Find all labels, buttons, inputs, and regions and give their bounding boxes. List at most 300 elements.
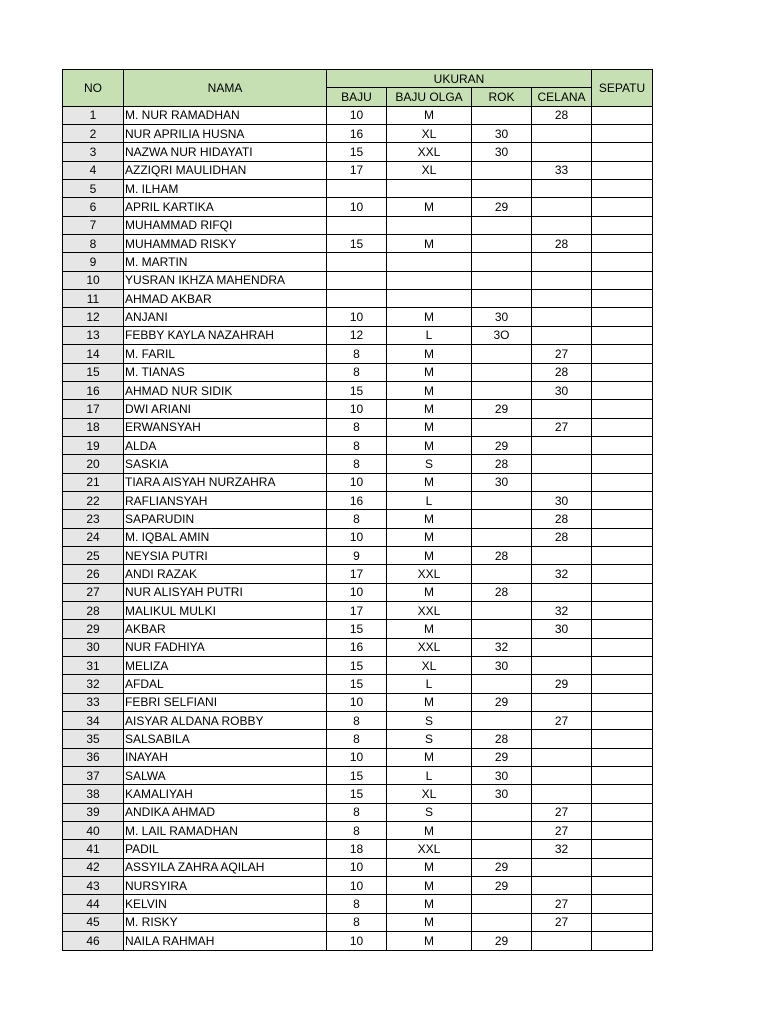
cell-baju: 8 <box>327 363 387 381</box>
cell-sepatu <box>592 895 653 913</box>
cell-nama: ANDI RAZAK <box>124 565 327 583</box>
cell-sepatu <box>592 106 653 124</box>
cell-celana <box>532 455 592 473</box>
cell-rok: 29 <box>472 198 532 216</box>
cell-rok: 30 <box>472 473 532 491</box>
cell-baju: 8 <box>327 895 387 913</box>
cell-baju-olga <box>387 253 472 271</box>
cell-nama: INAYAH <box>124 748 327 766</box>
cell-no: 45 <box>63 913 124 931</box>
table-row <box>63 913 653 931</box>
cell-rok: 29 <box>472 400 532 418</box>
cell-nama: ERWANSYAH <box>124 418 327 436</box>
cell-baju-olga: L <box>387 491 472 509</box>
table-row <box>63 565 653 583</box>
cell-nama: ANDIKA AHMAD <box>124 803 327 821</box>
cell-nama: NAILA RAHMAH <box>124 932 327 950</box>
cell-baju: 10 <box>327 583 387 601</box>
cell-baju-olga: M <box>387 363 472 381</box>
table-row <box>63 803 653 821</box>
cell-celana: 27 <box>532 895 592 913</box>
cell-baju-olga: M <box>387 235 472 253</box>
cell-celana <box>532 253 592 271</box>
cell-no: 32 <box>63 675 124 693</box>
table-row <box>63 125 653 143</box>
cell-no: 29 <box>63 620 124 638</box>
cell-rok <box>472 180 532 198</box>
table-row <box>63 767 653 785</box>
cell-rok <box>472 601 532 619</box>
cell-no: 24 <box>63 528 124 546</box>
cell-nama: SALSABILA <box>124 730 327 748</box>
cell-sepatu <box>592 730 653 748</box>
cell-nama: AZZIQRI MAULIDHAN <box>124 161 327 179</box>
cell-baju: 8 <box>327 913 387 931</box>
cell-sepatu <box>592 932 653 950</box>
cell-sepatu <box>592 271 653 289</box>
cell-rok <box>472 290 532 308</box>
cell-sepatu <box>592 161 653 179</box>
cell-sepatu <box>592 583 653 601</box>
cell-nama: ASSYILA ZAHRA AQILAH <box>124 858 327 876</box>
cell-baju-olga: M <box>387 748 472 766</box>
table-row <box>63 326 653 344</box>
cell-baju-olga: S <box>387 803 472 821</box>
cell-nama: M. ILHAM <box>124 180 327 198</box>
cell-baju <box>327 253 387 271</box>
cell-rok: 28 <box>472 730 532 748</box>
table-row <box>63 546 653 564</box>
cell-rok <box>472 675 532 693</box>
cell-baju: 17 <box>327 161 387 179</box>
cell-no: 21 <box>63 473 124 491</box>
cell-nama: NUR ALISYAH PUTRI <box>124 583 327 601</box>
cell-celana: 30 <box>532 620 592 638</box>
table-row <box>63 381 653 399</box>
cell-baju-olga: XXL <box>387 840 472 858</box>
table-row <box>63 858 653 876</box>
cell-baju: 10 <box>327 400 387 418</box>
cell-no: 8 <box>63 235 124 253</box>
cell-baju <box>327 271 387 289</box>
table-row <box>63 436 653 454</box>
cell-sepatu <box>592 748 653 766</box>
cell-baju-olga: M <box>387 895 472 913</box>
cell-no: 20 <box>63 455 124 473</box>
cell-sepatu <box>592 198 653 216</box>
cell-no: 7 <box>63 216 124 234</box>
cell-baju: 17 <box>327 565 387 583</box>
cell-celana: 28 <box>532 528 592 546</box>
cell-nama: NUR APRILIA HUSNA <box>124 125 327 143</box>
cell-no: 35 <box>63 730 124 748</box>
cell-rok <box>472 620 532 638</box>
table-row <box>63 106 653 124</box>
cell-nama: KELVIN <box>124 895 327 913</box>
cell-baju-olga: M <box>387 308 472 326</box>
cell-no: 6 <box>63 198 124 216</box>
cell-baju-olga <box>387 180 472 198</box>
cell-rok <box>472 345 532 363</box>
cell-nama: NUR FADHIYA <box>124 638 327 656</box>
cell-rok: 30 <box>472 785 532 803</box>
cell-rok <box>472 565 532 583</box>
cell-nama: TIARA AISYAH NURZAHRA <box>124 473 327 491</box>
cell-baju: 15 <box>327 785 387 803</box>
cell-no: 3 <box>63 143 124 161</box>
cell-nama: M. IQBAL AMIN <box>124 528 327 546</box>
cell-rok <box>472 491 532 509</box>
cell-baju: 8 <box>327 712 387 730</box>
cell-baju: 8 <box>327 822 387 840</box>
cell-nama: MUHAMMAD RIFQI <box>124 216 327 234</box>
cell-sepatu <box>592 767 653 785</box>
cell-celana <box>532 932 592 950</box>
cell-nama: AHMAD NUR SIDIK <box>124 381 327 399</box>
cell-celana <box>532 290 592 308</box>
cell-nama: MUHAMMAD RISKY <box>124 235 327 253</box>
cell-nama: M. RISKY <box>124 913 327 931</box>
cell-celana <box>532 400 592 418</box>
cell-rok: 29 <box>472 858 532 876</box>
cell-celana <box>532 877 592 895</box>
cell-nama: FEBRI SELFIANI <box>124 693 327 711</box>
cell-no: 1 <box>63 106 124 124</box>
header-ukuran: UKURAN <box>327 70 592 88</box>
cell-no: 15 <box>63 363 124 381</box>
cell-no: 9 <box>63 253 124 271</box>
cell-rok: 29 <box>472 436 532 454</box>
cell-celana <box>532 271 592 289</box>
cell-baju: 18 <box>327 840 387 858</box>
cell-no: 44 <box>63 895 124 913</box>
cell-sepatu <box>592 363 653 381</box>
cell-celana: 27 <box>532 913 592 931</box>
cell-baju-olga: L <box>387 675 472 693</box>
table-row <box>63 693 653 711</box>
table-row <box>63 400 653 418</box>
cell-celana <box>532 748 592 766</box>
cell-rok <box>472 840 532 858</box>
table-row <box>63 785 653 803</box>
cell-celana: 30 <box>532 491 592 509</box>
table-row <box>63 510 653 528</box>
cell-nama: MALIKUL MULKI <box>124 601 327 619</box>
cell-baju-olga: XXL <box>387 565 472 583</box>
header-baju-olga: BAJU OLGA <box>387 88 472 106</box>
cell-sepatu <box>592 620 653 638</box>
cell-baju: 16 <box>327 491 387 509</box>
cell-baju-olga: XL <box>387 161 472 179</box>
cell-celana <box>532 180 592 198</box>
table-row <box>63 473 653 491</box>
cell-no: 33 <box>63 693 124 711</box>
cell-baju: 10 <box>327 858 387 876</box>
cell-nama: MELIZA <box>124 657 327 675</box>
cell-celana <box>532 583 592 601</box>
cell-no: 14 <box>63 345 124 363</box>
cell-baju-olga: M <box>387 877 472 895</box>
cell-nama: M. MARTIN <box>124 253 327 271</box>
cell-no: 30 <box>63 638 124 656</box>
header-celana: CELANA <box>532 88 592 106</box>
header-nama: NAMA <box>124 70 327 107</box>
cell-baju: 15 <box>327 235 387 253</box>
cell-no: 28 <box>63 601 124 619</box>
cell-baju-olga: M <box>387 106 472 124</box>
cell-sepatu <box>592 675 653 693</box>
cell-rok <box>472 510 532 528</box>
cell-baju-olga: M <box>387 583 472 601</box>
cell-celana: 28 <box>532 106 592 124</box>
cell-baju-olga <box>387 216 472 234</box>
cell-baju-olga: M <box>387 822 472 840</box>
cell-baju: 10 <box>327 877 387 895</box>
cell-rok <box>472 895 532 913</box>
table-row <box>63 308 653 326</box>
table-row <box>63 455 653 473</box>
cell-no: 23 <box>63 510 124 528</box>
cell-celana <box>532 308 592 326</box>
cell-baju-olga: XL <box>387 785 472 803</box>
cell-sepatu <box>592 913 653 931</box>
cell-baju-olga: M <box>387 932 472 950</box>
cell-sepatu <box>592 216 653 234</box>
cell-baju-olga: M <box>387 473 472 491</box>
cell-baju <box>327 216 387 234</box>
cell-rok <box>472 235 532 253</box>
cell-baju: 10 <box>327 748 387 766</box>
cell-sepatu <box>592 638 653 656</box>
cell-sepatu <box>592 693 653 711</box>
cell-nama: M. LAIL RAMADHAN <box>124 822 327 840</box>
cell-celana <box>532 143 592 161</box>
cell-rok <box>472 363 532 381</box>
cell-sepatu <box>592 712 653 730</box>
cell-celana <box>532 638 592 656</box>
cell-baju: 9 <box>327 546 387 564</box>
table-row <box>63 895 653 913</box>
cell-sepatu <box>592 253 653 271</box>
cell-celana <box>532 730 592 748</box>
cell-sepatu <box>592 308 653 326</box>
cell-baju: 10 <box>327 473 387 491</box>
cell-nama: NEYSIA PUTRI <box>124 546 327 564</box>
cell-nama: AHMAD AKBAR <box>124 290 327 308</box>
cell-baju-olga: M <box>387 418 472 436</box>
cell-no: 31 <box>63 657 124 675</box>
cell-baju: 8 <box>327 730 387 748</box>
table-row <box>63 601 653 619</box>
cell-rok <box>472 913 532 931</box>
cell-rok <box>472 822 532 840</box>
cell-baju-olga: S <box>387 712 472 730</box>
cell-sepatu <box>592 180 653 198</box>
cell-baju-olga: M <box>387 913 472 931</box>
cell-baju <box>327 180 387 198</box>
cell-rok <box>472 381 532 399</box>
cell-baju-olga: M <box>387 345 472 363</box>
cell-rok <box>472 253 532 271</box>
cell-rok: 30 <box>472 657 532 675</box>
cell-no: 22 <box>63 491 124 509</box>
cell-baju-olga: M <box>387 693 472 711</box>
header-baju: BAJU <box>327 88 387 106</box>
cell-no: 17 <box>63 400 124 418</box>
cell-baju: 8 <box>327 436 387 454</box>
cell-sepatu <box>592 290 653 308</box>
header-row-top <box>63 70 653 88</box>
cell-baju-olga: M <box>387 620 472 638</box>
table-row <box>63 198 653 216</box>
cell-sepatu <box>592 400 653 418</box>
cell-no: 11 <box>63 290 124 308</box>
cell-no: 5 <box>63 180 124 198</box>
table-row <box>63 271 653 289</box>
cell-sepatu <box>592 381 653 399</box>
cell-nama: NURSYIRA <box>124 877 327 895</box>
cell-nama: SASKIA <box>124 455 327 473</box>
cell-nama: M. NUR RAMADHAN <box>124 106 327 124</box>
cell-sepatu <box>592 326 653 344</box>
cell-baju-olga: XL <box>387 125 472 143</box>
cell-nama: RAFLIANSYAH <box>124 491 327 509</box>
table-row <box>63 638 653 656</box>
cell-nama: APRIL KARTIKA <box>124 198 327 216</box>
cell-rok: 30 <box>472 143 532 161</box>
cell-baju-olga: M <box>387 528 472 546</box>
table-row <box>63 730 653 748</box>
table-row <box>63 822 653 840</box>
cell-baju-olga: XXL <box>387 638 472 656</box>
cell-rok <box>472 528 532 546</box>
cell-rok: 28 <box>472 583 532 601</box>
cell-rok: 28 <box>472 546 532 564</box>
cell-celana: 27 <box>532 822 592 840</box>
table-row <box>63 253 653 271</box>
table-row <box>63 748 653 766</box>
cell-rok: 32 <box>472 638 532 656</box>
cell-celana: 29 <box>532 675 592 693</box>
cell-baju-olga: M <box>387 198 472 216</box>
table-row <box>63 712 653 730</box>
cell-nama: NAZWA NUR HIDAYATI <box>124 143 327 161</box>
cell-baju: 8 <box>327 418 387 436</box>
cell-baju-olga: M <box>387 858 472 876</box>
table-row <box>63 161 653 179</box>
cell-no: 41 <box>63 840 124 858</box>
cell-sepatu <box>592 785 653 803</box>
cell-nama: AFDAL <box>124 675 327 693</box>
cell-nama: SAPARUDIN <box>124 510 327 528</box>
cell-baju: 12 <box>327 326 387 344</box>
cell-baju: 8 <box>327 803 387 821</box>
table-row <box>63 932 653 950</box>
table-row <box>63 290 653 308</box>
table-row <box>63 657 653 675</box>
cell-no: 42 <box>63 858 124 876</box>
cell-baju: 10 <box>327 528 387 546</box>
cell-rok: 30 <box>472 767 532 785</box>
table-header <box>63 70 653 107</box>
cell-no: 40 <box>63 822 124 840</box>
cell-no: 37 <box>63 767 124 785</box>
cell-baju-olga: M <box>387 436 472 454</box>
cell-celana <box>532 216 592 234</box>
cell-sepatu <box>592 565 653 583</box>
cell-baju: 8 <box>327 510 387 528</box>
table-row <box>63 180 653 198</box>
table-row <box>63 345 653 363</box>
cell-rok <box>472 712 532 730</box>
cell-no: 4 <box>63 161 124 179</box>
cell-baju: 10 <box>327 308 387 326</box>
cell-sepatu <box>592 436 653 454</box>
cell-celana: 28 <box>532 235 592 253</box>
cell-baju-olga: M <box>387 381 472 399</box>
table-row <box>63 675 653 693</box>
cell-baju-olga <box>387 290 472 308</box>
cell-sepatu <box>592 877 653 895</box>
table-row <box>63 216 653 234</box>
cell-celana <box>532 785 592 803</box>
cell-no: 46 <box>63 932 124 950</box>
cell-no: 26 <box>63 565 124 583</box>
cell-no: 13 <box>63 326 124 344</box>
cell-sepatu <box>592 143 653 161</box>
table-row <box>63 877 653 895</box>
cell-no: 19 <box>63 436 124 454</box>
cell-rok: 29 <box>472 693 532 711</box>
cell-celana: 27 <box>532 418 592 436</box>
cell-baju: 8 <box>327 345 387 363</box>
cell-no: 25 <box>63 546 124 564</box>
cell-no: 43 <box>63 877 124 895</box>
cell-no: 36 <box>63 748 124 766</box>
cell-baju-olga: XL <box>387 657 472 675</box>
cell-nama: KAMALIYAH <box>124 785 327 803</box>
cell-baju: 10 <box>327 198 387 216</box>
table-row <box>63 363 653 381</box>
cell-sepatu <box>592 657 653 675</box>
cell-rok: 3O <box>472 326 532 344</box>
cell-rok: 29 <box>472 748 532 766</box>
table-row <box>63 143 653 161</box>
cell-nama: PADIL <box>124 840 327 858</box>
cell-nama: AKBAR <box>124 620 327 638</box>
cell-baju-olga: M <box>387 510 472 528</box>
table-row <box>63 583 653 601</box>
cell-baju-olga: M <box>387 400 472 418</box>
cell-celana: 27 <box>532 712 592 730</box>
cell-celana: 28 <box>532 510 592 528</box>
cell-nama: M. TIANAS <box>124 363 327 381</box>
cell-sepatu <box>592 125 653 143</box>
cell-baju: 17 <box>327 601 387 619</box>
cell-sepatu <box>592 473 653 491</box>
cell-baju: 16 <box>327 638 387 656</box>
cell-baju-olga: M <box>387 546 472 564</box>
cell-celana <box>532 326 592 344</box>
cell-rok <box>472 216 532 234</box>
cell-celana <box>532 657 592 675</box>
table-row <box>63 235 653 253</box>
cell-baju: 15 <box>327 620 387 638</box>
table-row <box>63 620 653 638</box>
cell-celana: 27 <box>532 345 592 363</box>
cell-celana: 32 <box>532 601 592 619</box>
cell-rok <box>472 106 532 124</box>
